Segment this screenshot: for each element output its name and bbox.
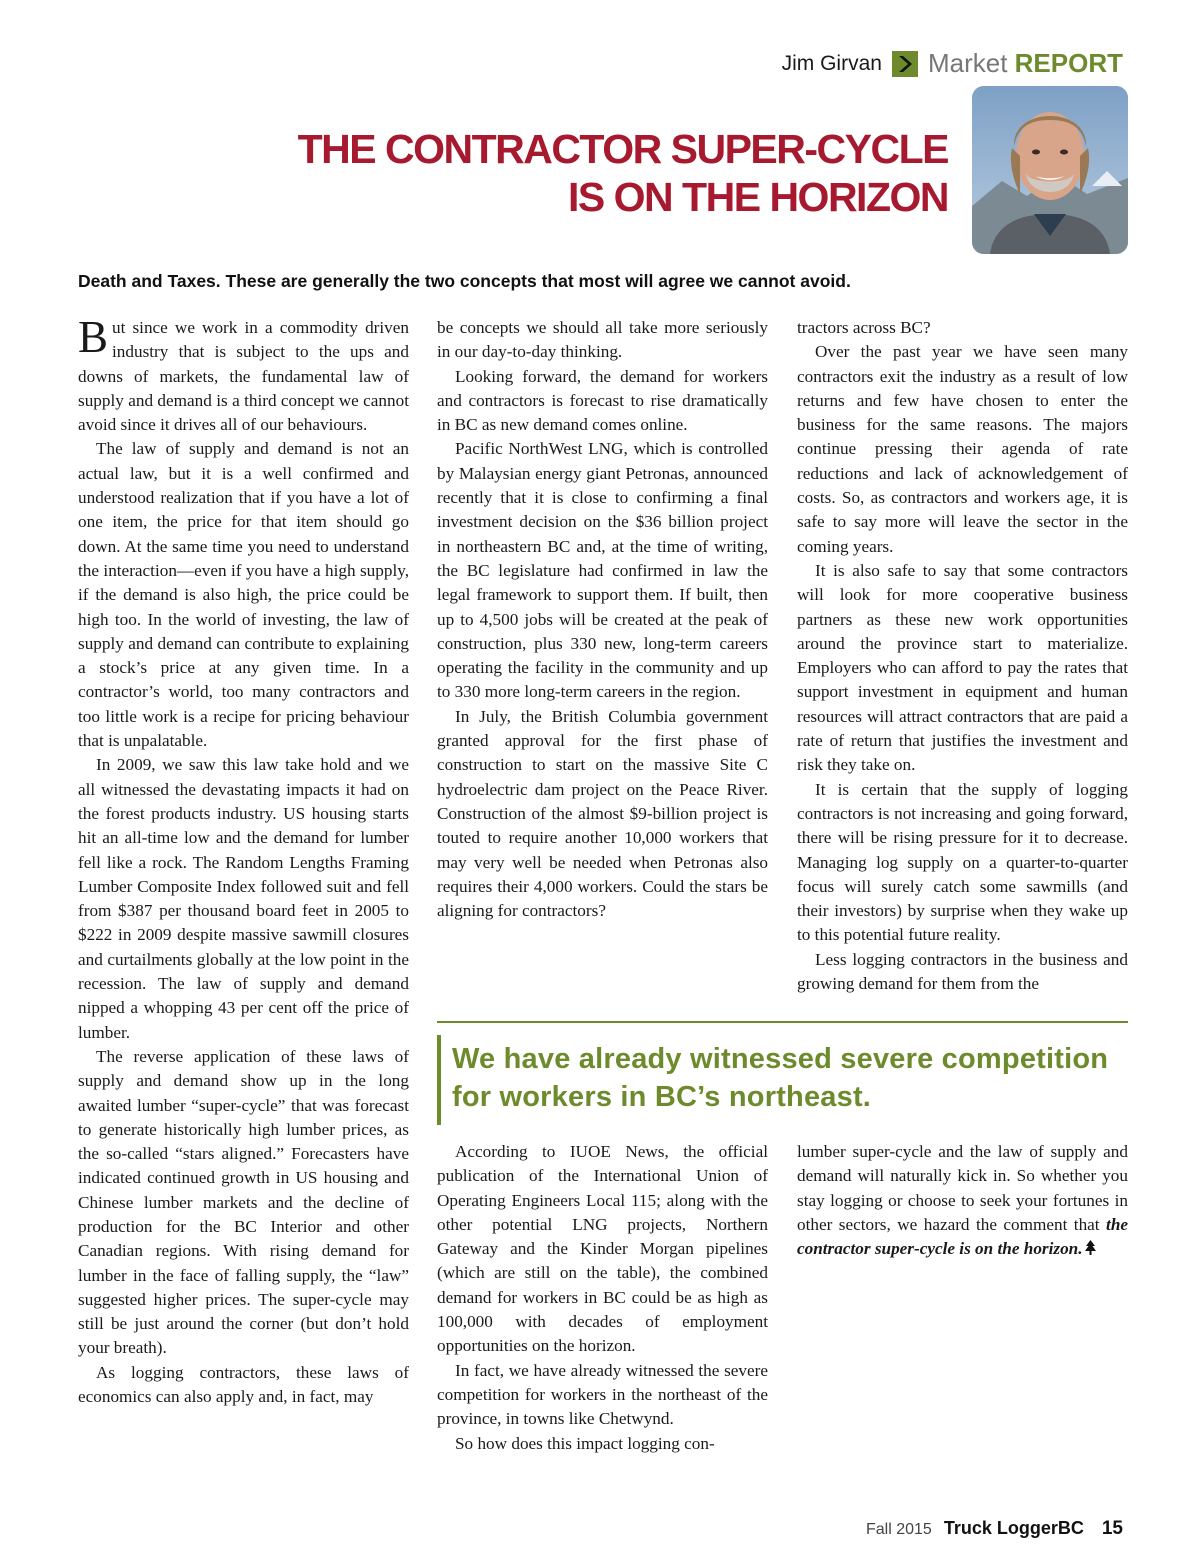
- pull-quote: We have already witnessed severe competition for workers in BC’s northeast.: [452, 1043, 1109, 1113]
- article-headline: [298, 125, 948, 221]
- closing-emphasis: the contractor super-cycle is on the horizon.: [797, 1214, 1129, 1259]
- article-column-2: [437, 316, 768, 1016]
- section-label-light: Market: [927, 48, 1008, 78]
- paragraph: Less logging contractors in the business and growing demand for them from the: [797, 949, 1128, 994]
- pull-quote-bar: [437, 1035, 441, 1125]
- section-label-bold: REPORT: [1014, 48, 1123, 78]
- paragraph: According to IUOE News, the official publication of the International Union of Operating Engineers Local 115; along with the other potential LNG projects, Northern Gateway and the Kinder Morgan pipelines (which are still on the table), the combined demand for workers in BC could be as high as 100,000 with decades of employment opportunities on the horizon.: [437, 1142, 768, 1356]
- paragraph: In 2009, we saw this law take hold and we all witnessed the devastating impacts it had on the forest products industry. US housing starts hit an all-time low and the demand for lumber fell like a rock. The Random Lengths Framing Lumber Composite Index followed suit and fell from $387 per thousand board feet in 2005 to $222 in 2009 despite massive sawmill closures and curtailments globally at the low point in the recession. The law of supply and demand nipped a whopping 43 per cent off the price of lumber.: [78, 755, 409, 1042]
- section-label: [928, 48, 1123, 79]
- paragraph: The law of supply and demand is not an actual law, but it is a well confirmed and understood realization that if you have a lot of one item, the price for that item should go down. At the same time you need to understand the interaction—even if you have a high supply, if the demand is also high, the price could be high too. In the world of investing, the law of supply and demand can contribute to explaining a stock’s price at any given time. In a contractor’s world, too many contractors and too little work is a recipe for pricing behaviour that is unpalatable.: [78, 439, 409, 751]
- article-column-3: [797, 316, 1128, 1016]
- paragraph: The reverse application of these laws of supply and demand show up in the long awaited lumber “super-cycle” that was forecast to generate historically high lumber prices, as the so-called “stars aligned.” Forecasters have indicated continued growth in US housing and Chinese lumber markets and the decline of production for the BC Interior and other Canadian regions. With rising demand for lumber in the face of falling supply, the “law” suggested higher prices. The super-cycle may still be just around the corner (but don’t hold your breath).: [78, 1046, 409, 1358]
- pull-quote-rule: [437, 1021, 1128, 1023]
- article-deck: Death and Taxes. These are generally the two concepts that most will agree we cannot avoid.: [78, 271, 851, 291]
- paragraph: In fact, we have already witnessed the severe competition for workers in the northeast of the province, in towns like Chetwynd.: [437, 1360, 768, 1429]
- article-column-1: [78, 312, 409, 1511]
- magazine-name: Truck LoggerBC: [943, 1518, 1084, 1538]
- author-photo: [972, 86, 1128, 254]
- tree-icon: [1085, 1238, 1096, 1262]
- paragraph: Over the past year we have seen many contractors exit the industry as a result of low returns and few have chosen to enter the business for the same reasons. The majors continue pressing their agenda of rate reductions and lack of acknowledgement of costs. So, as contractors and workers age, it is safe to say more will leave the sector in the coming years.: [797, 342, 1128, 556]
- paragraph: be concepts we should all take more seriously in our day-to-day thinking.: [437, 318, 768, 362]
- article-column-3-continued: [797, 1140, 1128, 1300]
- section-header: [782, 48, 1123, 79]
- headline-line-2: IS ON THE HORIZON: [568, 174, 948, 220]
- page-footer: [866, 1518, 1123, 1540]
- paragraph: It is also safe to say that some contractors will look for more cooperative business partners as these new work opportunities around the province start to materialize. Employers who can afford to pay the rates that support investment in equipment and human resources will attract contractors that are paid a rate of return that justifies the investment and risk they take on.: [797, 560, 1128, 775]
- paragraph: But since we work in a commodity driven industry that is subject to the ups and downs of markets, the fundamental law of supply and demand is a third concept we cannot avoid since it drives all of our behaviours.: [78, 312, 409, 435]
- page-number: 15: [1101, 1518, 1123, 1539]
- article-column-2-continued: [437, 1140, 768, 1510]
- issue-label: Fall 2015: [866, 1521, 932, 1538]
- chevron-right-icon: [892, 51, 918, 77]
- paragraph: In July, the British Columbia government granted approval for the first phase of construction to start on the massive Site C hydroelectric dam project on the Peace River. Construction of the almost $9-billion project is touted to require another 10,000 workers that may very well be needed when Petronas also requires their 4,000 workers. Could the stars be aligning for contractors?: [437, 706, 768, 921]
- drop-cap: B: [78, 312, 109, 362]
- paragraph: So how does this impact logging con-: [455, 1433, 715, 1453]
- paragraph: lumber super-cycle and the law of supply and demand will naturally kick in. So whether you stay logging or choose to seek your fortunes in other sectors, we hazard the comment that the contractor super-cycle is on the horizon.: [797, 1140, 1128, 1262]
- author-name: Jim Girvan: [781, 51, 882, 75]
- paragraph: It is certain that the supply of logging contractors is not increasing and going forward, there will be rising pressure for it to decrease. Managing log supply on a quarter-to-quarter focus will surely catch some sawmills (and their investors) by surprise when they wake up to this potential future reality.: [797, 779, 1128, 945]
- paragraph: Looking forward, the demand for workers and contractors is forecast to rise dramatically in BC as new demand comes online.: [437, 366, 768, 435]
- paragraph: Pacific NorthWest LNG, which is controlled by Malaysian energy giant Petronas, announced recently that it is close to confirming a final investment decision on the $36 billion project in northeastern BC and, at the time of writing, the BC legislature had confirmed in law the legal framework to support them. If built, then up to 4,500 jobs will be created at the peak of construction, plus 330 new, long-term careers operating the facility in the community and up to 330 more long-term careers in the region.: [437, 439, 768, 702]
- paragraph: tractors across BC?: [797, 318, 931, 337]
- paragraph: As logging contractors, these laws of economics can also apply and, in fact, may: [78, 1362, 409, 1407]
- headline-line-1: THE CONTRACTOR SUPER-CYCLE: [297, 126, 948, 172]
